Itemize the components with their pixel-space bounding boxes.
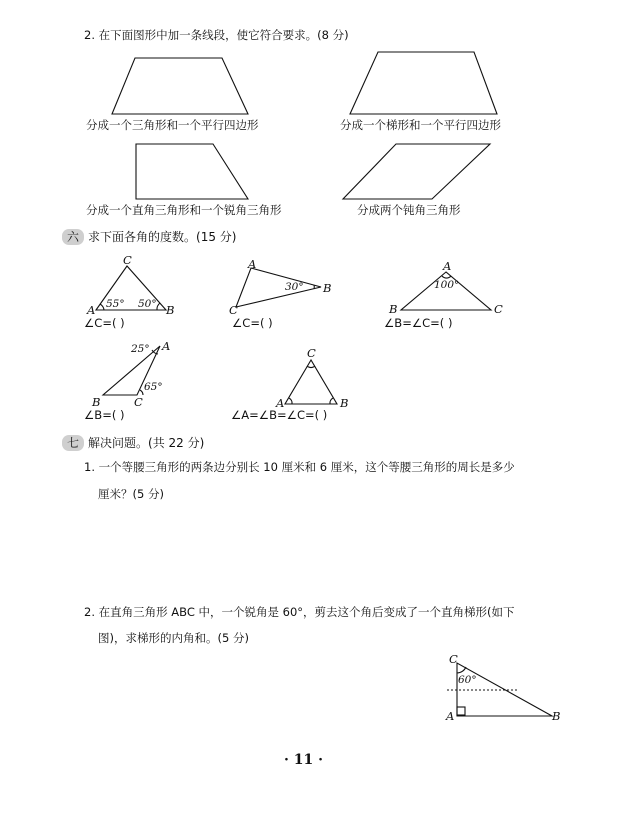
t5-label-a: A bbox=[276, 396, 285, 410]
section-6-badge: 六 bbox=[62, 229, 84, 245]
t5-question: ∠A=∠B=∠C=( ) bbox=[231, 408, 328, 422]
right-trapezoid-shape bbox=[136, 144, 248, 199]
right-angle-mark bbox=[457, 707, 465, 715]
t5-label-b: B bbox=[340, 396, 349, 410]
problem-2-line-1: 2. 在直角三角形 ABC 中，一个锐角是 60°，剪去这个角后变成了一个直角梯形(如下 bbox=[84, 605, 515, 619]
problem-2-line-2: 图)，求梯形的内角和。(5 分) bbox=[98, 631, 249, 645]
t1-label-a: A bbox=[87, 303, 96, 317]
q2-caption-3: 分成一个直角三角形和一个锐角三角形 bbox=[86, 203, 282, 217]
fig-label-a: A bbox=[446, 709, 455, 723]
q2-caption-2: 分成一个梯形和一个平行四边形 bbox=[340, 118, 501, 132]
triangle-2 bbox=[236, 268, 321, 307]
t2-label-a: A bbox=[248, 257, 257, 271]
t2-angle-b: 30° bbox=[285, 281, 304, 293]
trapezoid-shape-2 bbox=[350, 52, 497, 114]
section-7-title: 解决问题。(共 22 分) bbox=[88, 436, 205, 450]
triangle-5 bbox=[285, 360, 337, 404]
t2-label-b: B bbox=[323, 281, 332, 295]
t1-angle-b: 50° bbox=[138, 298, 157, 310]
fig-label-b: B bbox=[552, 709, 561, 723]
t3-label-b: B bbox=[389, 302, 398, 316]
t1-label-b: B bbox=[166, 303, 175, 317]
trapezoid-shape bbox=[112, 58, 248, 114]
parallelogram-shape bbox=[343, 144, 490, 199]
fig-label-c: C bbox=[449, 652, 458, 666]
problem-1-line-1: 1. 一个等腰三角形的两条边分别长 10 厘米和 6 厘米，这个等腰三角形的周长是多少 bbox=[84, 460, 515, 474]
t4-angle-c: 65° bbox=[144, 381, 163, 393]
q2-title: 2. 在下面图形中加一条线段，使它符合要求。(8 分) bbox=[84, 28, 349, 42]
q2-caption-1: 分成一个三角形和一个平行四边形 bbox=[86, 118, 259, 132]
t5-label-c: C bbox=[307, 346, 316, 360]
t4-angle-a: 25° bbox=[131, 343, 150, 355]
section-7-heading bbox=[62, 435, 204, 451]
problem-1-line-2: 厘米？(5 分) bbox=[98, 487, 164, 501]
t3-angle-a: 100° bbox=[434, 279, 460, 291]
page-number: · 11 · bbox=[284, 752, 323, 768]
section-6-title: 求下面各角的度数。(15 分) bbox=[88, 230, 237, 244]
t1-angle-a: 55° bbox=[106, 298, 125, 310]
t3-label-a: A bbox=[443, 259, 452, 273]
t1-label-c: C bbox=[123, 253, 132, 267]
t4-label-a: A bbox=[162, 339, 171, 353]
fig-angle-c: 60° bbox=[458, 674, 477, 686]
t3-question: ∠B=∠C=( ) bbox=[384, 316, 453, 330]
section-6-heading bbox=[62, 229, 236, 245]
t1-question: ∠C=( ) bbox=[84, 316, 125, 330]
t2-label-c: C bbox=[229, 303, 238, 317]
section-7-badge: 七 bbox=[62, 435, 84, 451]
t4-question: ∠B=( ) bbox=[84, 408, 125, 422]
t3-label-c: C bbox=[494, 302, 503, 316]
t4-label-c: C bbox=[134, 395, 143, 409]
t2-question: ∠C=( ) bbox=[232, 316, 273, 330]
q2-caption-4: 分成两个钝角三角形 bbox=[357, 203, 461, 217]
t4-label-b: B bbox=[92, 395, 101, 409]
